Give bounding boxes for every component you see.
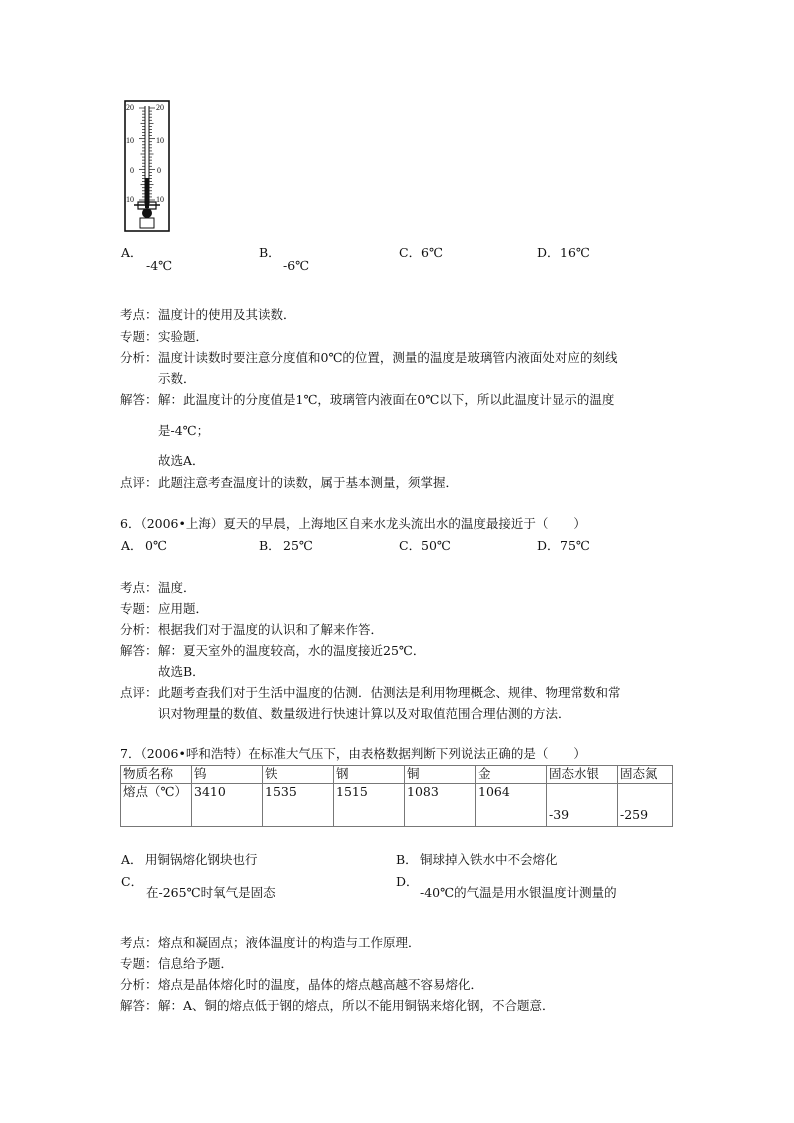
scale-label-20-left: 20 [126,103,134,112]
q5-jieda-label: 解答： [120,392,158,407]
q5-option-b-text: -6℃ [283,258,310,273]
q6-zhuanti-label: 专题： [120,601,158,616]
scale-label-20-right: 20 [156,103,164,112]
q5-dianping-label: 点评： [120,475,158,490]
scale-label-neg10-right: 10 [156,195,164,204]
q6-zhuanti: 应用题． [158,601,209,616]
table-cell: 熔点（℃） [121,784,192,827]
table-cell: 物质名称 [121,766,192,784]
q7-option-d-letter: D． [396,874,419,889]
q7-option-d-text: -40℃的气温是用水银温度计测量的 [420,885,617,900]
q6-jieda-line1: 解：夏天室外的温度较高，水的温度接近25℃． [158,643,426,658]
q5-zhuanti-label: 专题： [120,329,158,344]
q6-dianping-line2: 识对物理量的数值、数量级进行快速计算以及对取值范围合理估测的方法． [158,706,571,721]
scale-label-neg10-left: 10 [126,195,134,204]
table-cell: -259 [618,784,673,827]
q5-option-c-text: 6℃ [421,245,443,260]
q5-jieda-line3: 故选A． [158,453,205,468]
q7-option-a-text: 用铜锅熔化钢块也行 [145,852,258,867]
q5-fenxi-line1: 温度计读数时要注意分度值和0℃的位置，测量的温度是玻璃管内液面处对应的刻线 [158,350,618,365]
table-header-row [121,766,673,784]
q5-kaodian: 温度计的使用及其读数． [158,307,296,322]
q5-jieda-line2: 是-4℃； [158,423,210,438]
q7-zhuanti-label: 专题： [120,956,158,971]
q5-option-a-text: -4℃ [146,258,173,273]
q6-dianping-line1: 此题考查我们对于生活中温度的估测．估测法是利用物理概念、规律、物理常数和常 [158,685,621,700]
q5-fenxi-label: 分析： [120,350,158,365]
q7-option-a-letter: A． [121,852,143,867]
q6-stem: 6．（2006•上海）夏天的早晨，上海地区自来水龙头流出水的温度最接近于（ ） [120,516,586,531]
melting-point-table [120,765,673,827]
table-cell: 1083 [405,784,476,827]
q7-zhuanti: 信息给予题． [158,956,234,971]
q5-option-d-letter: D． [537,245,560,260]
table-cell: 铜 [405,766,476,784]
q6-dianping-label: 点评： [120,685,158,700]
q6-option-d-letter: D． [537,538,560,553]
q7-option-b-text: 铜球掉入铁水中不会熔化 [420,852,558,867]
q5-option-c-letter: C． [399,245,422,260]
q6-fenxi-label: 分析： [120,622,158,637]
q7-fenxi: 熔点是晶体熔化时的温度，晶体的熔点越高越不容易熔化． [158,977,484,992]
q5-option-d-text: 16℃ [560,245,590,260]
q6-kaodian-label: 考点： [120,580,158,595]
q5-kaodian-label: 考点： [120,307,158,322]
q7-jieda-label: 解答： [120,998,158,1013]
q7-jieda: 解：A、铜的熔点低于钢的熔点，所以不能用铜锅来熔化钢，不合题意． [158,998,555,1013]
q5-jieda-line1: 解：此温度计的分度值是1℃，玻璃管内液面在0℃以下，所以此温度计显示的温度 [158,392,615,407]
q6-option-d-text: 75℃ [560,538,590,553]
q7-option-b-letter: B． [396,852,418,867]
table-cell: 3410 [192,784,263,827]
table-cell: 1535 [263,784,334,827]
q6-jieda-label: 解答： [120,643,158,658]
q6-option-a-letter: A． [121,538,143,553]
q7-kaodian-label: 考点： [120,935,158,950]
table-cell: 1515 [334,784,405,827]
q7-option-c-text: 在-265℃时氧气是固态 [146,885,276,900]
q6-option-c-letter: C． [399,538,422,553]
table-cell: 1064 [476,784,547,827]
scale-label-0-right: 0 [157,166,161,175]
q5-option-b-letter: B． [259,245,281,260]
q5-zhuanti: 实验题． [158,329,209,344]
q7-kaodian: 熔点和凝固点；液体温度计的构造与工作原理． [158,935,421,950]
scale-label-10-left: 10 [126,136,134,145]
table-cell: 固态水银 [547,766,618,784]
q6-option-c-text: 50℃ [421,538,451,553]
q6-kaodian: 温度． [158,580,196,595]
q6-option-b-text: 25℃ [283,538,313,553]
q5-fenxi-line2: 示数． [158,371,196,386]
table-cell: 钨 [192,766,263,784]
table-cell: 钢 [334,766,405,784]
scale-label-10-right: 10 [156,136,164,145]
scale-label-0-left: 0 [130,166,134,175]
table-cell: 固态氮 [618,766,673,784]
table-cell: -39 [547,784,618,827]
q5-dianping: 此题注意考查温度计的读数，属于基本测量，须掌握． [158,475,459,490]
q7-fenxi-label: 分析： [120,977,158,992]
q6-jieda-line2: 故选B． [158,664,205,679]
q7-option-c-letter: C． [121,874,144,889]
q5-option-a-letter: A． [121,245,143,260]
q7-stem: 7．（2006•呼和浩特）在标准大气压下，由表格数据判断下列说法正确的是（ ） [120,746,586,761]
q6-fenxi: 根据我们对于温度的认识和了解来作答． [158,622,384,637]
table-cell: 铁 [263,766,334,784]
table-cell: 金 [476,766,547,784]
thermometer-figure [124,100,170,232]
table-row [121,784,673,827]
q6-option-a-text: 0℃ [145,538,167,553]
q6-option-b-letter: B． [259,538,281,553]
